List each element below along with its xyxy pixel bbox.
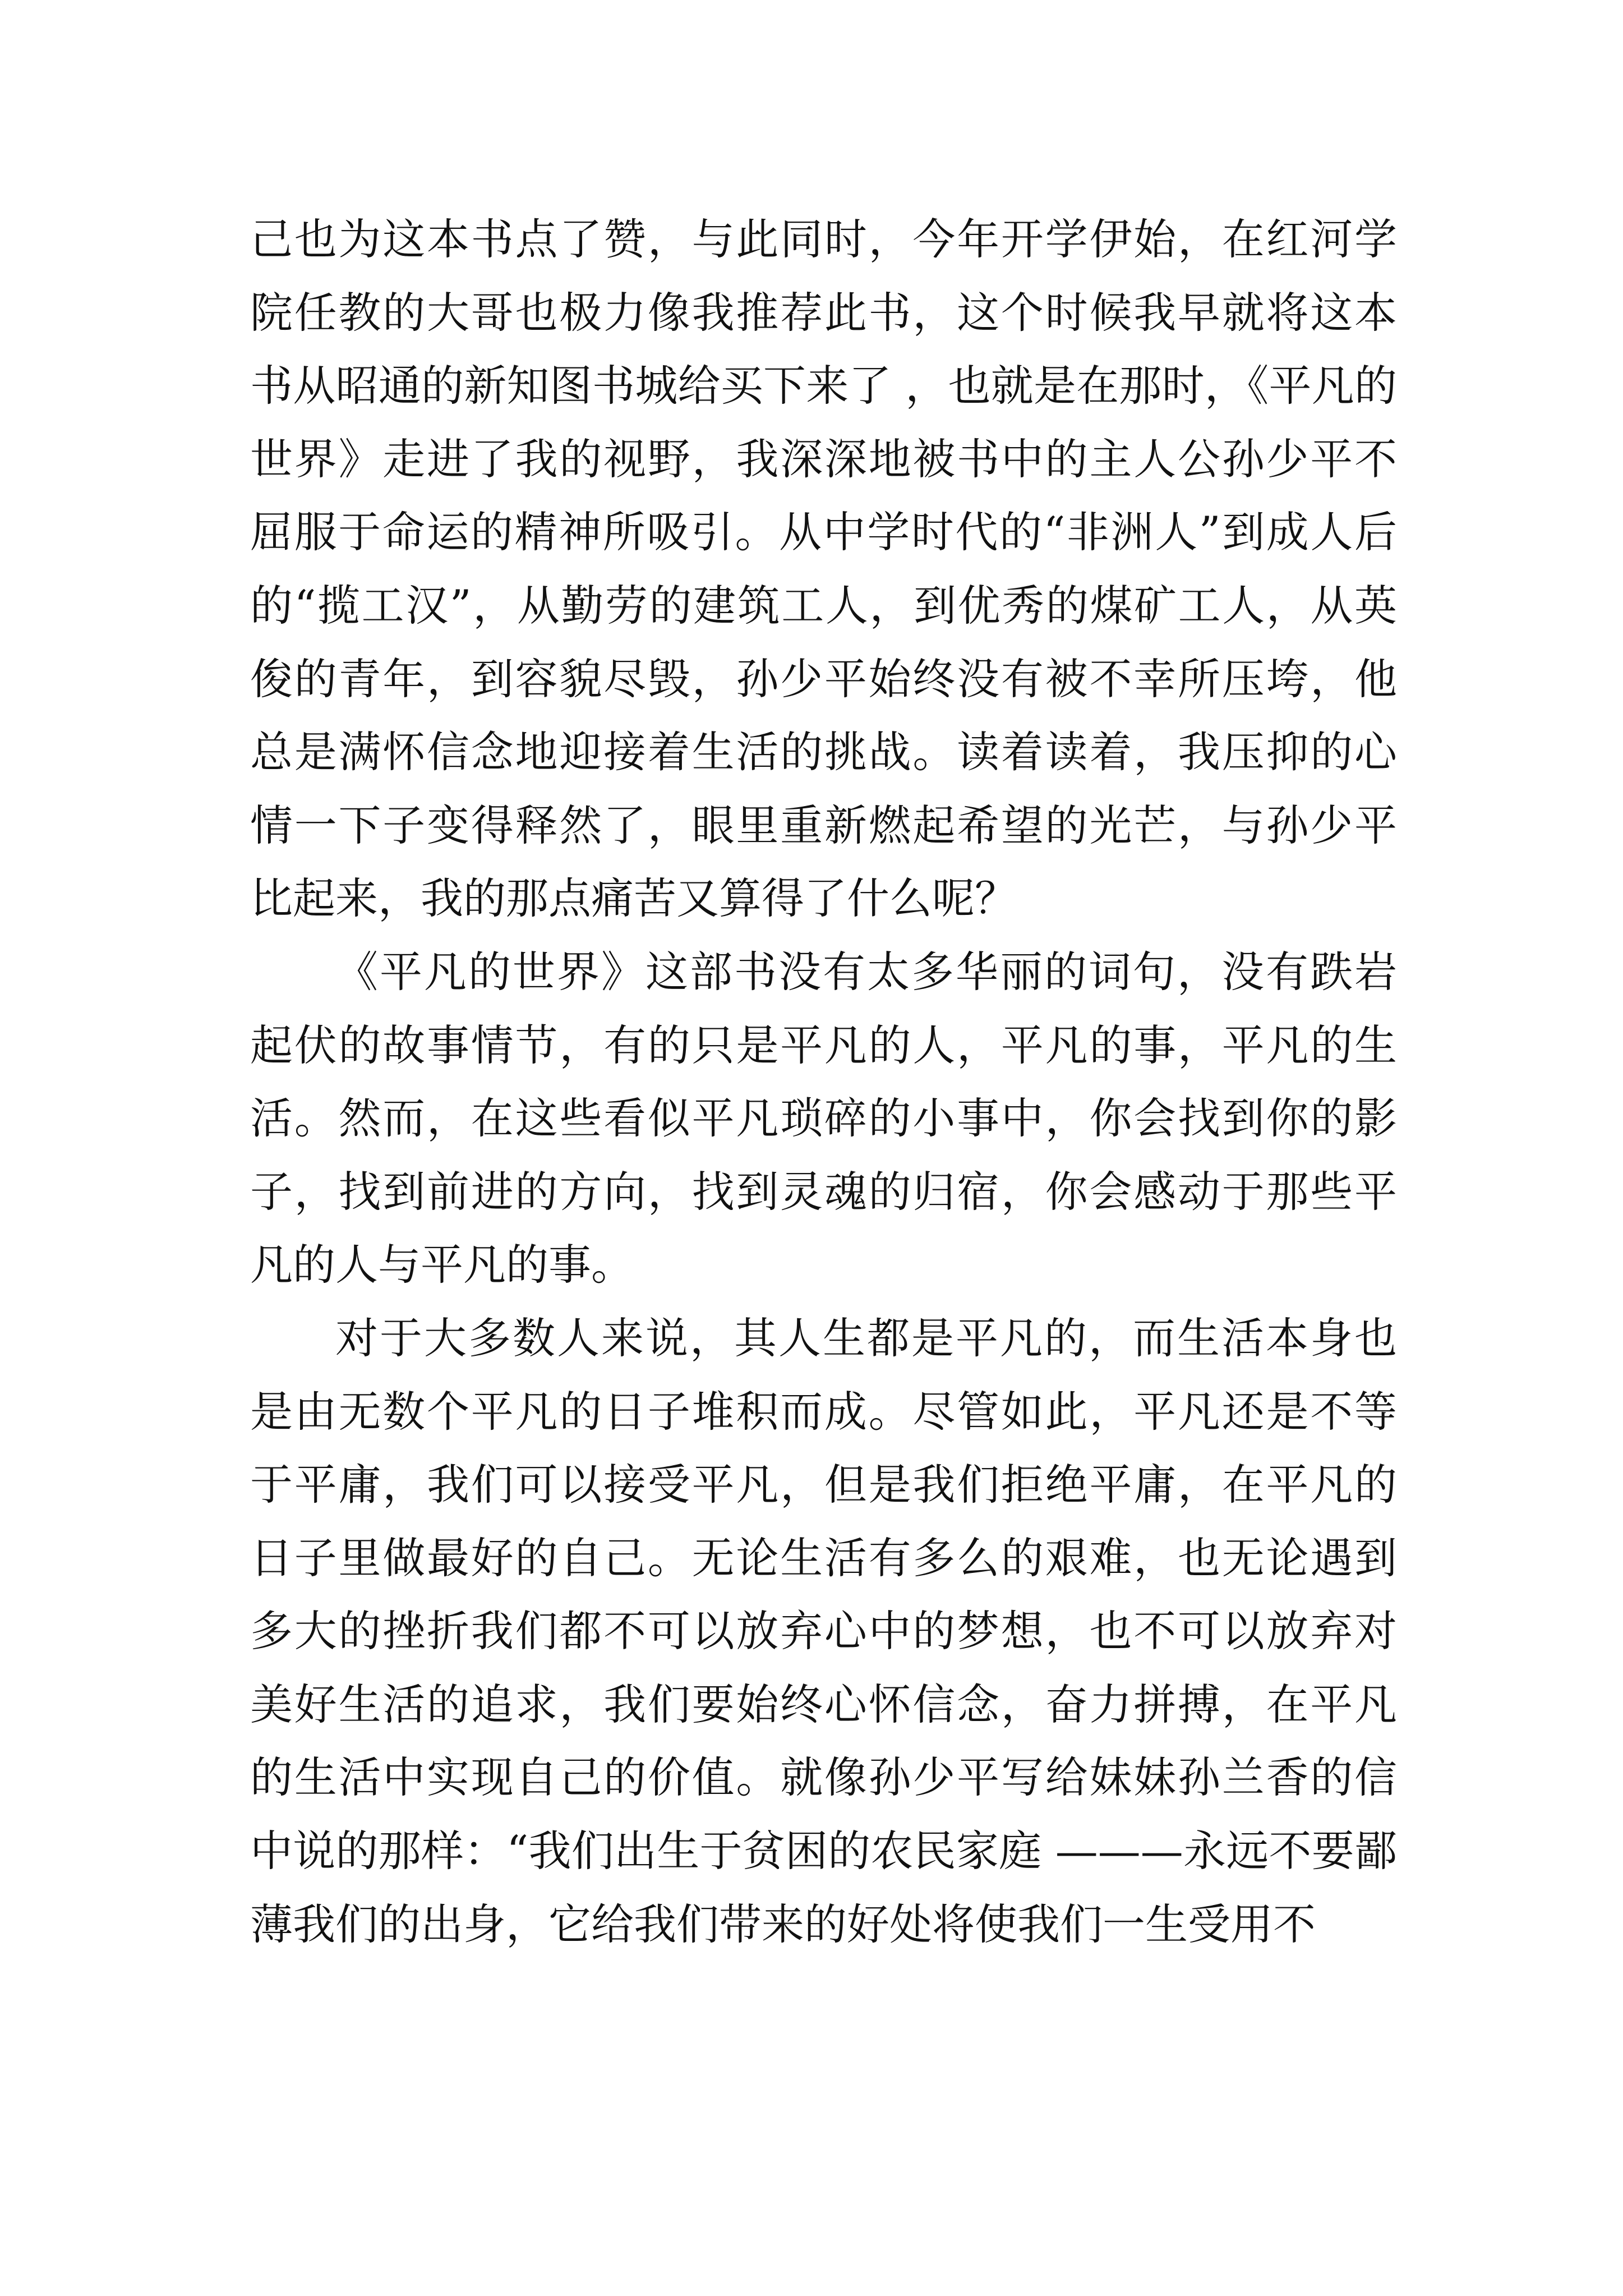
document-body: [250, 203, 1397, 1961]
paragraph-continuation: 己也为这本书点了赞，与此同时，今年开学伊始，在红河学院任教的大哥也极力像我推荐此书，这个时候我早就将这本书从昭通的新知图书城给买下来了 ，也就是在那时，《平凡的世界》走进了我的视野，我深深地被书中的主人公孙少平不屈服于命运的精神所吸引。从中学时代的“非洲人”到成人后的“揽工汉”，从勤劳的建筑工人，到优秀的煤矿工人，从英俊的青年，到容貌尽毁，孙少平始终没有被不幸所压垮，他总是满怀信念地迎接着生活的挑战。读着读着，我压抑的心情一下子变得释然了，眼里重新燃起希望的光芒，与孙少平比起来，我的那点痛苦又算得了什么呢？: [250, 214, 1397, 924]
paragraph-pingfan-shijie: 《平凡的世界》这部书没有太多华丽的词句，没有跌岩起伏的故事情节，有的只是平凡的人，平凡的事，平凡的生活。然而，在这些看似平凡琐碎的小事中，你会找到你的影子，找到前进的方向，找到灵魂的归宿，你会感动于那些平凡的人与平凡的事。: [250, 946, 1397, 1290]
paragraph-pingfan-not-pingyong: 对于大多数人来说，其人生都是平凡的，而生活本身也是由无数个平凡的日子堆积而成。尽管如此，平凡还是不等于平庸，我们可以接受平凡，但是我们拒绝平庸，在平凡的日子里做最好的自己。无论生活有多么的艰难，也无论遇到多大的挫折我们都不可以放弃心中的梦想，也不可以放弃对美好生活的追求，我们要始终心怀信念，奋力拼搏，在平凡的生活中实现自己的价值。就像孙少平写给妹妹孙兰香的信中说的那样：“我们出生于贫困的农民家庭 ———永远不要鄙薄我们的出身，它给我们带来的好处将使我们一生受用不: [250, 1313, 1397, 1949]
